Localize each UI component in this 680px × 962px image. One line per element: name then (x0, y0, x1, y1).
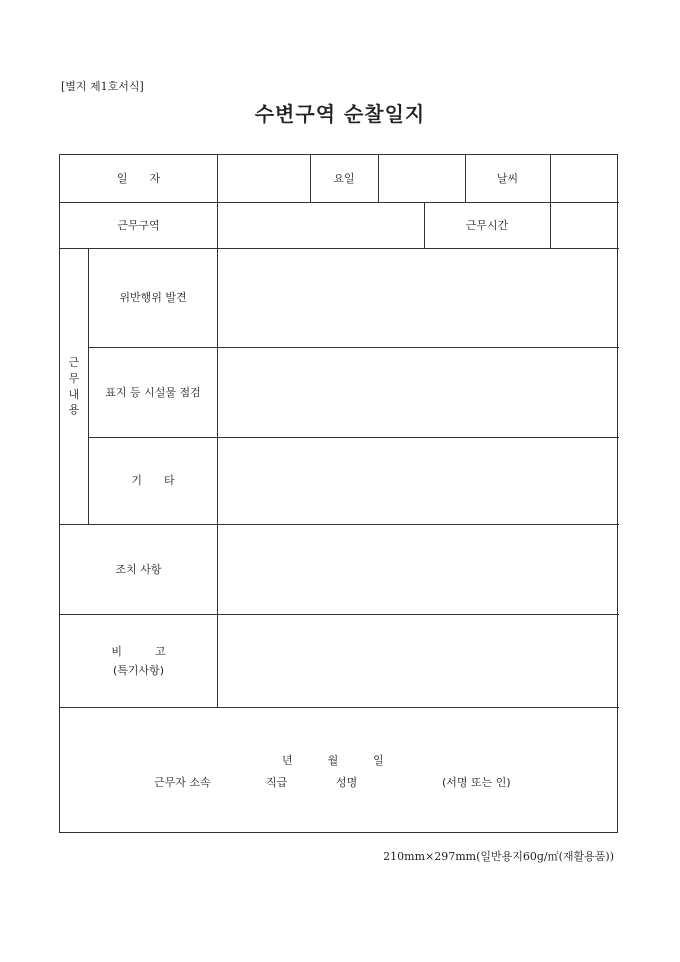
work-area-label: 근무구역 (117, 218, 160, 232)
work-time-label: 근무시간 (465, 218, 509, 232)
weather-input-cell[interactable] (551, 155, 617, 202)
signature-label: (서명 또는 인) (442, 776, 511, 789)
violation-label: 위반행위 발견 (119, 291, 187, 305)
facility-check-label: 표지 등 시설물 점검 (105, 385, 201, 399)
affiliation-label: 근무자 소속 (154, 776, 211, 789)
action-label: 조치 사항 (115, 562, 162, 576)
position-label: 직급 (266, 776, 288, 789)
work-time-input-cell[interactable] (551, 203, 617, 248)
etc-input-cell[interactable] (218, 438, 617, 524)
date-input-cell[interactable] (218, 155, 310, 202)
form-number-label: [별지 제1호서식] (61, 80, 144, 93)
facility-check-input-cell[interactable] (218, 348, 617, 437)
paper-spec: 210mm×297mm(일반용지60g/㎡(재활용품)) (383, 850, 614, 863)
patrol-log-table (59, 154, 618, 833)
remarks-label: 비 고 (특기사항) (111, 644, 166, 677)
work-content-label: 근 무 내 용 (68, 355, 80, 417)
action-input-cell[interactable] (218, 525, 617, 614)
remarks-input-cell[interactable] (218, 615, 617, 707)
signature-area (60, 708, 617, 832)
date-label: 일 자 (116, 171, 161, 185)
violation-input-cell[interactable] (218, 249, 617, 347)
page-title: 수변구역 순찰일지 (254, 102, 426, 126)
name-label: 성명 (336, 776, 358, 789)
weekday-input-cell[interactable] (379, 155, 465, 202)
weekday-label: 요일 (333, 171, 355, 185)
work-area-input-cell[interactable] (218, 203, 424, 248)
signature-date-line: 년 월 일 (282, 754, 384, 767)
etc-label: 기 타 (131, 474, 175, 488)
weather-label: 날씨 (496, 171, 519, 185)
